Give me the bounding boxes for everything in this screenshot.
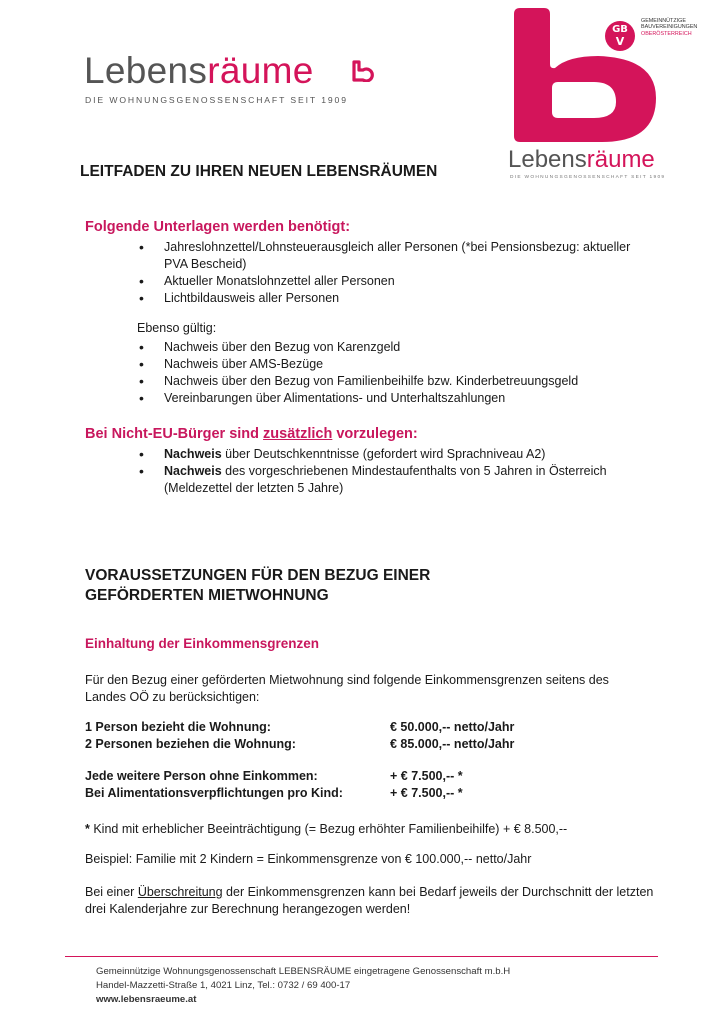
logo-name-accent: räume <box>207 50 314 91</box>
closing-emphasis: Überschreitung <box>137 885 223 899</box>
non-eu-list <box>137 446 657 497</box>
footer-website-link[interactable]: www.lebensraeume.at <box>96 994 197 1005</box>
list-item: • Jahreslohnzettel/Lohnsteuerausgleich aller Personen (*bei Pensionsbezug: aktueller PVA Bescheid) <box>137 239 657 273</box>
item-text: über Deutschkenntnisse (gefordert wird Sprachniveau A2) <box>221 447 546 461</box>
list-item: • Lichtbildausweis aller Personen <box>137 290 657 307</box>
logo-tagline: DIE WOHNUNGSGENOSSENSCHAFT SEIT 1909 <box>85 95 348 105</box>
limit-value: € 50.000,-- netto/Jahr <box>390 720 515 734</box>
document-title: LEITFADEN ZU IHREN NEUEN LEBENSRÄUMEN <box>80 163 438 180</box>
income-limit-row <box>85 720 515 734</box>
list-item: • Nachweis über AMS-Bezüge <box>137 356 657 373</box>
gbv-organisation-name <box>641 18 697 37</box>
also-valid-list <box>137 339 657 407</box>
example-text: Beispiel: Familie mit 2 Kindern = Einkommensgrenze von € 100.000,-- netto/Jahr <box>85 852 532 866</box>
footer-address: Handel-Mazzetti-Straße 1, 4021 Linz, Tel.: 0732 / 69 400-17 <box>96 980 351 991</box>
item-bold: Nachweis <box>164 447 222 461</box>
gbv-letters-gb: GB <box>612 24 628 35</box>
closing-start: Bei einer <box>85 885 138 899</box>
requirements-title-line-1: VORAUSSETZUNGEN FÜR DEN BEZUG EINER <box>85 567 431 584</box>
gbv-badge-icon <box>604 14 636 58</box>
item-bold: Nachweis <box>164 464 222 478</box>
footer-divider <box>65 956 658 957</box>
non-eu-heading <box>85 426 418 442</box>
logo-name-accent: räume <box>586 146 655 173</box>
income-limits-heading: Einhaltung der Einkommensgrenzen <box>85 636 320 651</box>
requirements-title-line-2: GEFÖRDERTEN MIETWOHNUNG <box>85 587 329 604</box>
non-eu-heading-start: Bei Nicht-EU-Bürger sind <box>85 426 264 442</box>
gbv-line-1: GEMEINNÜTZIGE <box>641 18 686 24</box>
limit-label: Bei Alimentationsverpflichtungen pro Kind: <box>85 786 343 800</box>
logo-name-plain: Lebens <box>508 146 587 173</box>
limit-value: + € 7.500,-- * <box>390 769 463 783</box>
also-valid-label: Ebenso gültig: <box>137 321 217 335</box>
logo-name-plain: Lebens <box>84 50 208 91</box>
list-item <box>137 446 657 463</box>
closing-end: der Einkommensgrenzen kann bei Bedarf jeweils der Durchschnitt der letzten drei Kalenderjahre zur Berechnung herangezogen werden! <box>85 885 654 916</box>
limit-label: 1 Person bezieht die Wohnung: <box>85 720 271 734</box>
limit-value: + € 7.500,-- * <box>390 786 463 800</box>
list-item: • Aktueller Monatslohnzettel aller Personen <box>137 273 657 290</box>
logo-l-mark-icon <box>352 60 374 82</box>
secondary-logo-tagline: DIE WOHNUNGSGENOSSENSCHAFT SEIT 1909 <box>510 175 666 180</box>
limit-label: Jede weitere Person ohne Einkommen: <box>85 769 318 783</box>
gbv-line-3: OBERÖSTERREICH <box>641 30 692 37</box>
item-text: des vorgeschriebenen Mindestaufenthalts von 5 Jahren in Österreich (Meldezettel der letzten 5 Jahre) <box>164 464 607 495</box>
footer <box>96 965 510 1007</box>
non-eu-heading-end: vorzulegen: <box>332 426 418 442</box>
company-logo-wordmark <box>84 50 314 92</box>
income-limit-row <box>85 737 515 751</box>
income-limit-row <box>85 786 463 800</box>
limit-label: 2 Personen beziehen die Wohnung: <box>85 737 296 751</box>
documents-list <box>137 239 657 307</box>
footnote <box>85 822 567 836</box>
footnote-text: Kind mit erheblicher Beeinträchtigung (= Bezug erhöhter Familienbeihilfe) + € 8.500,-- <box>89 822 568 836</box>
gbv-letter-v: V <box>615 35 625 48</box>
limit-value: € 85.000,-- netto/Jahr <box>390 737 515 751</box>
secondary-logo-wordmark <box>508 146 655 174</box>
documents-heading: Folgende Unterlagen werden benötigt: <box>85 219 351 235</box>
footnote-marker: * <box>85 822 90 836</box>
list-item: • Nachweis über den Bezug von Karenzgeld <box>137 339 657 356</box>
closing-note <box>85 884 660 918</box>
list-item <box>137 463 657 497</box>
gbv-line-2: BAUVEREINIGUNGEN <box>641 24 698 31</box>
income-limits-intro: Für den Bezug einer geförderten Mietwohnung sind folgende Einkommensgrenzen seitens des Landes OÖ zu berücksichtigen: <box>85 673 609 704</box>
list-item: • Nachweis über den Bezug von Familienbeihilfe bzw. Kinderbetreuungsgeld <box>137 373 657 390</box>
income-limit-row <box>85 769 463 783</box>
list-item: • Vereinbarungen über Alimentations- und Unterhaltszahlungen <box>137 390 657 407</box>
requirements-title <box>85 566 430 606</box>
footer-company: Gemeinnützige Wohnungsgenossenschaft LEBENSRÄUME eingetragene Genossenschaft m.b.H <box>96 966 511 977</box>
non-eu-heading-emphasis: zusätzlich <box>263 426 333 442</box>
